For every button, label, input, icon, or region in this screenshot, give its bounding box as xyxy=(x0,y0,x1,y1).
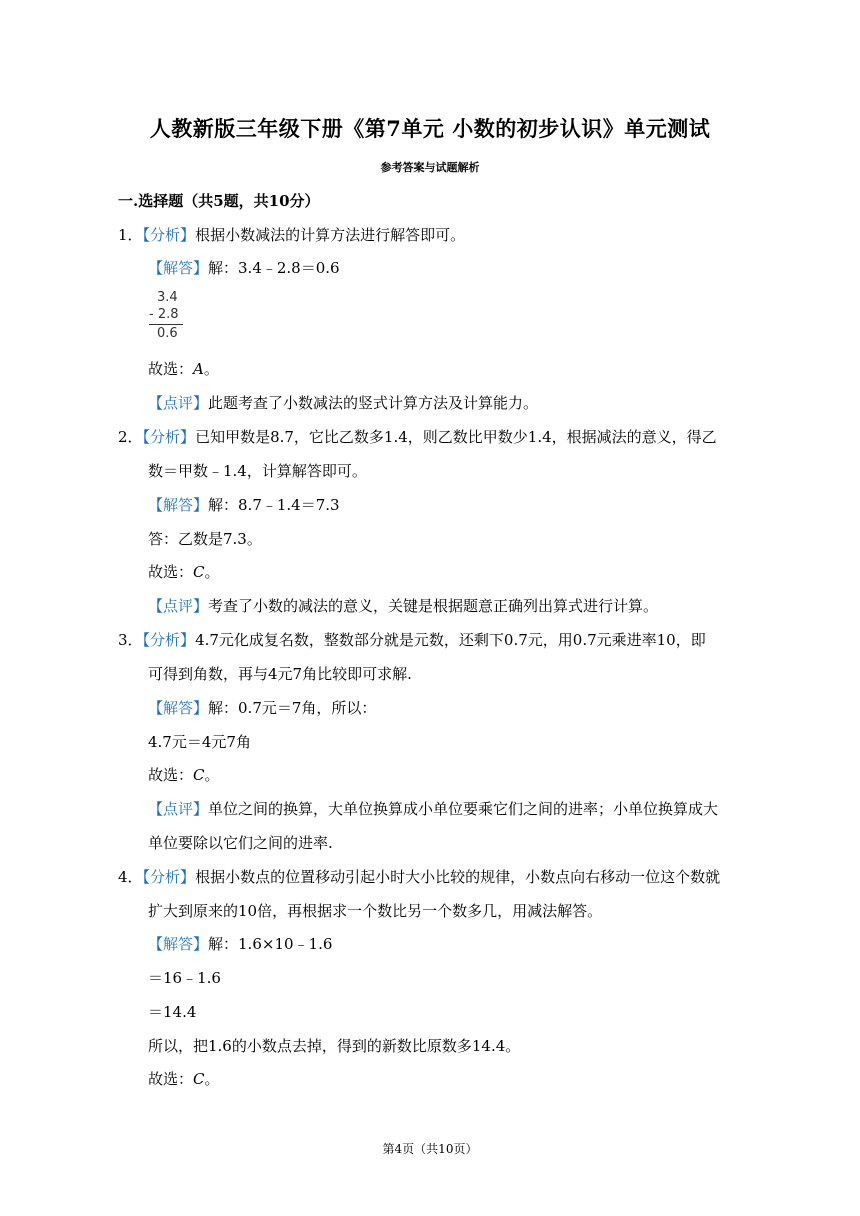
question-2-answer: 答：乙数是7.3。 xyxy=(148,530,262,548)
question-1-choice: 故选：A。 xyxy=(148,360,219,378)
document-subtitle: 参考答案与试题解析 xyxy=(380,161,480,174)
solution-tag: 【解答】 xyxy=(148,935,209,953)
analysis-tag: 【分析】 xyxy=(142,226,196,244)
comment-tag: 【点评】 xyxy=(148,800,209,818)
question-4-solution: 【解答】解：1.6×10﹣1.6 xyxy=(148,935,333,953)
question-3-step: 4.7元＝4元7角 xyxy=(148,733,251,751)
solution-tag: 【解答】 xyxy=(148,259,209,277)
question-1-comment: 【点评】此题考查了小数减法的竖式计算方法及计算能力。 xyxy=(148,394,539,412)
vertical-subtraction xyxy=(147,290,187,344)
question-2-analysis: 2．【分析】已知甲数是8.7，它比乙数多1.4，则乙数比甲数少1.4，根据减法的意义，得乙 xyxy=(118,428,717,446)
comment-tag: 【点评】 xyxy=(148,597,209,615)
solution-tag: 【解答】 xyxy=(148,496,209,514)
question-3-comment-cont: 单位要除以它们之间的进率. xyxy=(148,834,333,852)
question-3-analysis: 3．【分析】4.7元化成复名数，整数部分就是元数，还剩下0.7元，用0.7元乘进率10，即 xyxy=(118,631,706,649)
document-title: 人教新版三年级下册《第7单元 小数的初步认识》单元测试 xyxy=(149,116,711,141)
question-4-analysis: 4．【分析】根据小数点的位置移动引起小时大小比较的规律，小数点向右移动一位这个数就 xyxy=(118,868,721,886)
question-4-choice: 故选：C。 xyxy=(148,1070,220,1088)
analysis-tag: 【分析】 xyxy=(142,868,196,886)
question-1-solution: 【解答】解：3.4﹣2.8＝0.6 xyxy=(148,259,340,277)
analysis-tag: 【分析】 xyxy=(142,428,196,446)
calc-minuend: 3.4 xyxy=(157,290,178,305)
question-4-conclusion: 所以，把1.6的小数点去掉，得到的新数比原数多14.4。 xyxy=(148,1037,521,1055)
comment-tag: 【点评】 xyxy=(148,394,209,412)
question-2-comment: 【点评】考查了小数的减法的意义，关键是根据题意正确列出算式进行计算。 xyxy=(148,597,659,615)
calc-result: 0.6 xyxy=(157,326,178,341)
question-3-analysis-cont: 可得到角数，再与4元7角比较即可求解. xyxy=(148,665,412,683)
question-4-step-1: ＝16﹣1.6 xyxy=(148,969,221,987)
question-2-solution: 【解答】解：8.7﹣1.4＝7.3 xyxy=(148,496,340,514)
question-2-choice: 故选：C。 xyxy=(148,563,220,581)
solution-tag: 【解答】 xyxy=(148,699,209,717)
calc-rule xyxy=(149,324,183,325)
section-heading: 一.选择题（共5题，共10分） xyxy=(118,192,320,210)
question-2-analysis-cont: 数＝甲数﹣1.4，计算解答即可。 xyxy=(148,462,367,480)
question-4-step-2: ＝14.4 xyxy=(148,1003,197,1021)
question-3-choice: 故选：C。 xyxy=(148,766,220,784)
question-4-analysis-cont: 扩大到原来的10倍，再根据求一个数比另一个数多几，用减法解答。 xyxy=(148,902,603,920)
question-3-solution: 【解答】解：0.7元＝7角，所以： xyxy=(148,699,377,717)
question-3-comment: 【点评】单位之间的换算，大单位换算成小单位要乘它们之间的进率；小单位换算成大 xyxy=(148,800,719,818)
page-footer: 第4页（共10页） xyxy=(382,1142,478,1156)
analysis-tag: 【分析】 xyxy=(142,631,196,649)
question-1-analysis: 1．【分析】根据小数减法的计算方法进行解答即可。 xyxy=(118,226,466,244)
calc-subtrahend: - 2.8 xyxy=(149,307,179,322)
